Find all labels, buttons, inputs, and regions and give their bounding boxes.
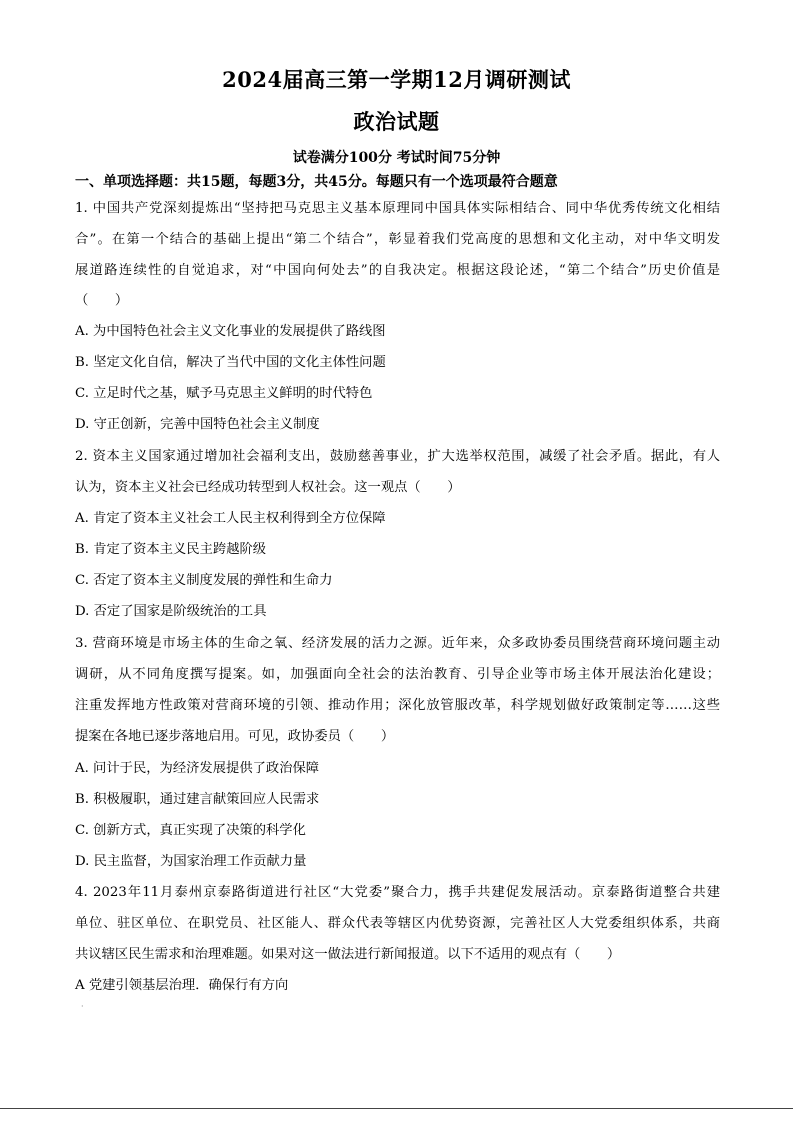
question-4-option-a: A 党建引领基层治理．确保行有方向 (75, 978, 289, 993)
question-1-line-3: 展道路连续性的自觉追求，对“中国向何处去”的自我决定。根据这段论述，“第二个结合”历史价值是 (75, 263, 720, 278)
subject-title: 政治试题 (353, 109, 440, 134)
question-2-line-1: 2. 资本主义国家通过增加社会福利支出，鼓励慈善事业，扩大选举权范围，减缓了社会矛盾。据此，有人 (75, 449, 720, 464)
question-4-line-1: 4. 2023年11月泰州京泰路街道进行社区“大党委”聚合力，携手共建促发展活动。京泰路街道整合共建 (75, 885, 720, 900)
question-2-line-2: 认为，资本主义社会已经成功转型到人权社会。这一观点（ ） (75, 480, 461, 495)
question-2-option-a: A. 肯定了资本主义社会工人民主权利得到全方位保障 (75, 511, 386, 526)
question-2-option-d: D. 否定了国家是阶级统治的工具 (75, 604, 267, 619)
question-3-option-a: A. 问计于民，为经济发展提供了政治保障 (75, 761, 320, 776)
question-3-line-1: 3. 营商环境是市场主体的生命之氧、经济发展的活力之源。近年来，众多政协委员围绕营商环境问题主动 (75, 636, 720, 651)
question-4-line-3: 共议辖区民生需求和治理难题。如果对这一做法进行新闻报道。以下不适用的观点有（ ） (75, 947, 621, 962)
question-1-option-a: A. 为中国特色社会主义文化事业的发展提供了路线图 (75, 324, 386, 339)
question-2-option-c: C. 否定了资本主义制度发展的弹性和生命力 (75, 573, 333, 588)
question-3-option-c: C. 创新方式，真正实现了决策的科学化 (75, 823, 306, 838)
question-3-line-3: 注重发挥地方性政策对营商环境的引领、推动作用；深化放管服改革，科学规划做好政策制定等……这些 (75, 698, 720, 713)
exam-info: 试卷满分100分 考试时间75分钟 (292, 150, 501, 166)
question-3-option-b: B. 积极履职，通过建言献策回应人民需求 (75, 792, 320, 807)
question-4-line-2: 单位、驻区单位、在职党员、社区能人、群众代表等辖区内优势资源，完善社区人大党委组织体系，共商 (75, 916, 720, 931)
question-3-line-4: 提案在各地已逐步落地启用。可见，政协委员（ ） (75, 729, 395, 744)
exam-title: 2024届高三第一学期12月调研测试 (222, 67, 571, 92)
question-2-option-b: B. 肯定了资本主义民主跨越阶级 (75, 542, 267, 557)
question-1-answer-blank: （ ） (75, 293, 129, 308)
question-1-option-c: C. 立足时代之基，赋予马克思主义鲜明的时代特色 (75, 386, 373, 401)
page-bottom-rule (0, 1108, 793, 1109)
question-3-option-d: D. 民主监督，为国家治理工作贡献力量 (75, 854, 307, 869)
question-1-line-2: 合”。在第一个结合的基础上提出“第二个结合”，彰显着我们党高度的思想和文化主动，对中华文明发 (75, 232, 720, 247)
question-1-option-d: D. 守正创新，完善中国特色社会主义制度 (75, 417, 320, 432)
question-1-line-1: 1. 中国共产党深刻提炼出“坚持把马克思主义基本原理同中国具体实际相结合、同中华优秀传统文化相结 (75, 201, 720, 216)
section-heading: 一、单项选择题：共15题，每题3分，共45分。每题只有一个选项最符合题意 (75, 174, 558, 190)
footer-mark: · (81, 1002, 84, 1011)
question-1-option-b: B. 坚定文化自信，解决了当代中国的文化主体性问题 (75, 355, 386, 370)
question-3-line-2: 调研，从不同角度撰写提案。如，加强面向全社会的法治教育、引导企业等市场主体开展法治化建设； (75, 667, 720, 682)
